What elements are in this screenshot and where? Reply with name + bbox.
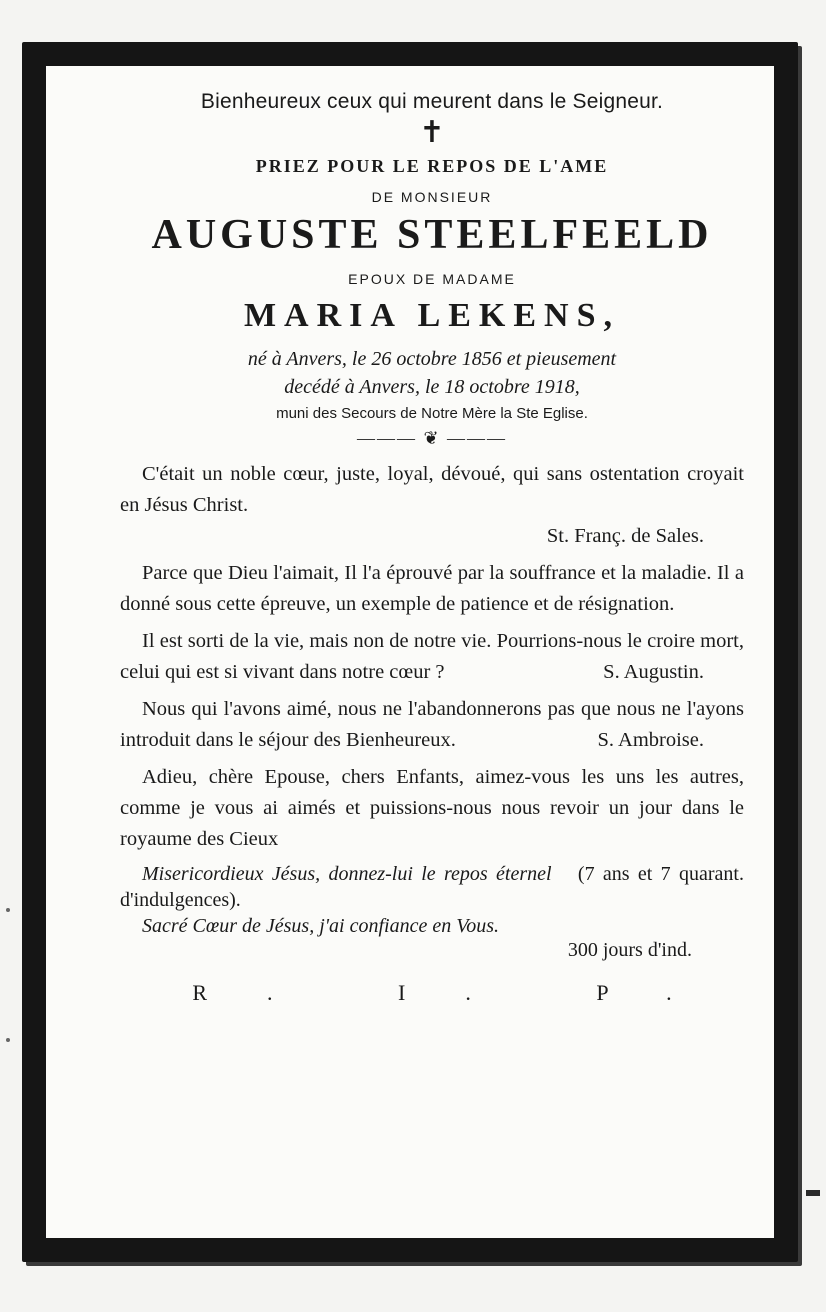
- prayer-request: PRIEZ POUR LE REPOS DE L'AME: [255, 156, 609, 176]
- indulgence-prayers: [120, 861, 744, 962]
- quotes: [120, 459, 744, 855]
- ornament-divider: ——— ❦ ———: [356, 428, 508, 448]
- paper-speck: [6, 1038, 10, 1042]
- quote-body: Il est sorti de la vie, mais non de notre vie. Pourrions-nous le croire mort, celui qui est si vivant dans notre cœur ?: [120, 630, 744, 683]
- quote-text: [120, 694, 744, 756]
- quote-body: Nous qui l'avons aimé, nous ne l'abandonnerons pas que nous ne l'ayons introduit dans le séjour des Bienheureux.: [120, 698, 744, 751]
- deceased-name: AUGUSTE STEELFEELD: [151, 212, 713, 258]
- card-content: [46, 66, 774, 1238]
- paper-speck: [6, 908, 10, 912]
- prayer-text: Misericordieux Jésus, donnez-lui le repos éternel: [142, 863, 552, 885]
- prayer-indulgence: (7 ans et 7 quarant. d'indulgences).: [120, 863, 744, 911]
- prayer-misericorde: [120, 861, 744, 913]
- death-line: decédé à Anvers, le 18 octobre 1918,: [284, 376, 580, 398]
- sacraments-line: muni des Secours de Notre Mère la Ste Eglise.: [276, 405, 588, 422]
- page-edge-foot: [806, 1190, 820, 1196]
- quote-text: Adieu, chère Epouse, chers Enfants, aimez-vous les uns les autres, comme je vous ai aimés et puissions-nous nous revoir un jour dans le royaume des Cieux: [120, 766, 744, 850]
- quote-text: C'était un noble cœur, juste, loyal, dévoué, qui sans ostentation croyait en Jésus Christ.: [120, 463, 744, 516]
- quote-attribution: S. Ambroise.: [597, 729, 704, 751]
- prayer-indulgence: 300 jours d'ind.: [567, 939, 692, 961]
- memorial-card: [22, 42, 798, 1262]
- cross-icon: ✝: [419, 116, 445, 149]
- prayer-sacre-coeur: Sacré Cœur de Jésus, j'ai confiance en Vous.: [142, 915, 499, 937]
- spouse-name: MARIA LEKENS,: [243, 297, 621, 334]
- de-monsieur: DE MONSIEUR: [371, 189, 493, 205]
- birth-line: né à Anvers, le 26 octobre 1856 et pieusement: [247, 348, 617, 370]
- epoux-label: EPOUX DE MADAME: [348, 271, 516, 287]
- quote-attribution: S. Augustin.: [603, 661, 704, 683]
- quote-text: [120, 626, 744, 688]
- rip-text: R. I. P.: [192, 980, 732, 1005]
- beatitude-header: Bienheureux ceux qui meurent dans le Seigneur.: [200, 90, 664, 113]
- quote-text: Parce que Dieu l'aimait, Il l'a éprouvé par la souffrance et la maladie. Il a donné sous cette épreuve, un exemple de patience et de résignation.: [120, 562, 744, 615]
- quote-attribution: St. Franç. de Sales.: [546, 525, 704, 547]
